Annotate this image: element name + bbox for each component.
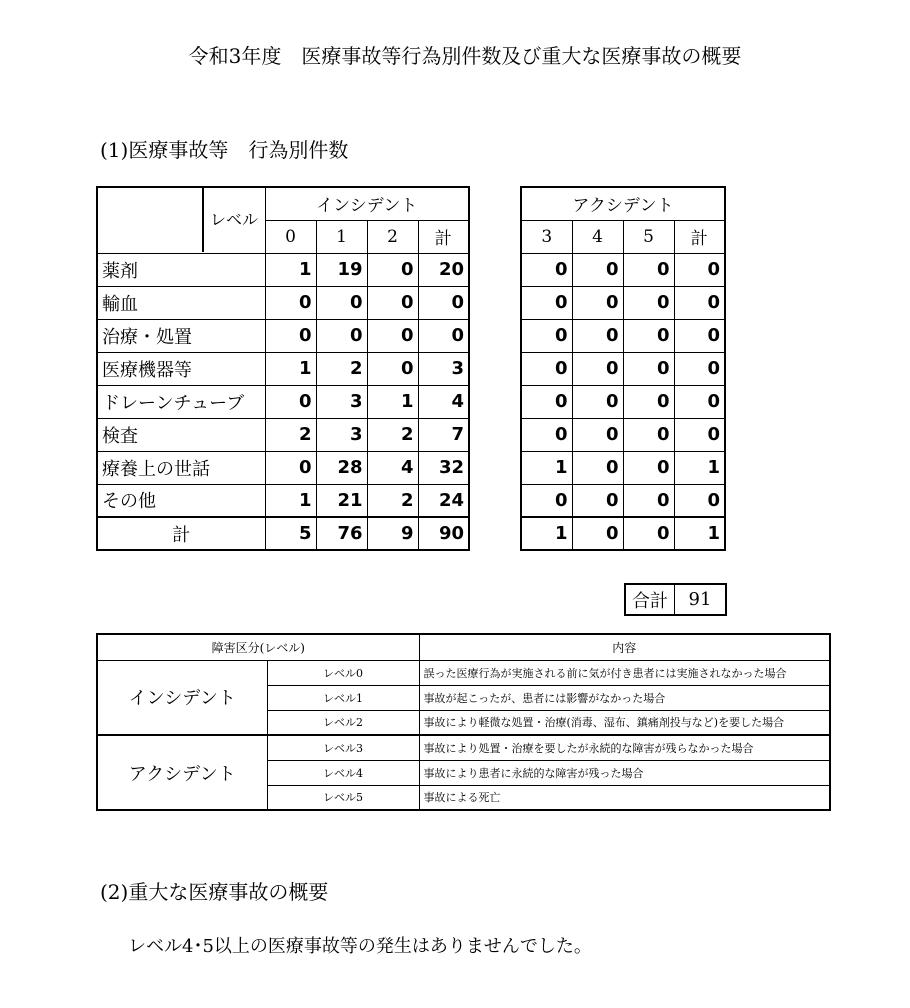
action-category-label: 検査 [97,418,265,451]
legend-header-level: 障害区分(レベル) [97,634,419,660]
incident-row [97,418,469,451]
incident-count: 0 [265,286,316,319]
accident-count: 0 [674,385,725,418]
incident-count: 0 [316,319,367,352]
grand-total-box [624,583,727,616]
incident-col-2: 2 [367,220,418,253]
accident-row [521,319,725,352]
accident-count: 0 [623,253,674,286]
incident-total-label: 計 [97,517,265,550]
section2-text: レベル4･5以上の医療事故等の発生はありませんでした。 [128,936,592,957]
incident-count: 24 [418,484,469,517]
incident-count: 2 [367,418,418,451]
accident-table [520,186,726,551]
incident-count: 19 [316,253,367,286]
grand-total-value: 91 [675,584,727,615]
accident-row [521,451,725,484]
action-category-label: その他 [97,484,265,517]
accident-count: 0 [572,286,623,319]
incident-count: 4 [418,385,469,418]
legend-description: 誤った医療行為が実施される前に気が付き患者には実施されなかった場合 [419,660,830,685]
action-category-label: ドレーンチューブ [97,385,265,418]
legend-group-incident: インシデント [97,660,267,735]
accident-count: 0 [623,484,674,517]
incident-row [97,319,469,352]
incident-count: 0 [265,451,316,484]
accident-count: 1 [521,451,572,484]
incident-row [97,484,469,517]
accident-col-3: 3 [521,220,572,253]
action-category-label: 輸血 [97,286,265,319]
accident-row [521,385,725,418]
accident-row [521,253,725,286]
incident-count: 0 [418,286,469,319]
incident-count: 0 [367,319,418,352]
incident-count: 0 [367,253,418,286]
incident-group-header: インシデント [265,187,469,220]
incident-table [96,186,470,551]
accident-count: 0 [572,352,623,385]
accident-row [521,418,725,451]
level-label: レベル [202,188,264,252]
accident-count: 0 [623,385,674,418]
incident-col-total: 計 [418,220,469,253]
level-header-cell [97,187,265,253]
incident-total-value: 5 [265,517,316,550]
legend-level: レベル2 [267,710,419,735]
accident-count: 0 [521,484,572,517]
accident-count: 0 [521,352,572,385]
legend-level: レベル3 [267,735,419,760]
accident-col-4: 4 [572,220,623,253]
accident-count: 0 [572,418,623,451]
incident-count: 1 [367,385,418,418]
legend-level: レベル0 [267,660,419,685]
incident-row [97,286,469,319]
accident-count: 0 [521,418,572,451]
incident-count: 2 [367,484,418,517]
legend-description: 事故により軽微な処置・治療(消毒、湿布、鎮痛剤投与など)を要した場合 [419,710,830,735]
incident-count: 0 [367,352,418,385]
accident-count: 0 [572,451,623,484]
accident-count: 0 [674,253,725,286]
incident-count: 2 [316,352,367,385]
accident-count: 0 [521,385,572,418]
action-category-label: 薬剤 [97,253,265,286]
incident-count: 0 [316,286,367,319]
incident-count: 28 [316,451,367,484]
incident-count: 3 [316,385,367,418]
incident-col-0: 0 [265,220,316,253]
page-title: 令和3年度 医療事故等行為別件数及び重大な医療事故の概要 [188,44,742,68]
incident-count: 0 [265,319,316,352]
action-category-label: 医療機器等 [97,352,265,385]
accident-count: 0 [572,253,623,286]
incident-total-value: 76 [316,517,367,550]
accident-count: 0 [674,286,725,319]
incident-count: 21 [316,484,367,517]
incident-count: 20 [418,253,469,286]
incident-total-value: 90 [418,517,469,550]
accident-row [521,286,725,319]
level-legend-table [96,633,831,811]
incident-count: 1 [265,253,316,286]
section2-heading: (2)重大な医療事故の概要 [100,880,329,904]
accident-count: 0 [674,352,725,385]
accident-col-total: 計 [674,220,725,253]
action-category-label: 治療・処置 [97,319,265,352]
legend-level: レベル1 [267,685,419,710]
section1-heading: (1)医療事故等 行為別件数 [100,138,349,162]
accident-col-5: 5 [623,220,674,253]
accident-count: 0 [572,385,623,418]
legend-level: レベル4 [267,760,419,785]
accident-count: 0 [623,319,674,352]
incident-row [97,385,469,418]
legend-description: 事故により処置・治療を要したが永続的な障害が残らなかった場合 [419,735,830,760]
accident-count: 0 [521,319,572,352]
incident-count: 1 [265,352,316,385]
incident-count: 0 [265,385,316,418]
incident-count: 3 [418,352,469,385]
accident-row [521,484,725,517]
accident-row [521,352,725,385]
accident-total-value: 1 [674,517,725,550]
incident-col-1: 1 [316,220,367,253]
legend-description: 事故による死亡 [419,785,830,810]
accident-total-value: 0 [623,517,674,550]
incident-count: 4 [367,451,418,484]
accident-count: 0 [623,418,674,451]
incident-row [97,352,469,385]
accident-count: 0 [623,352,674,385]
incident-count: 2 [265,418,316,451]
incident-row [97,253,469,286]
accident-count: 0 [521,253,572,286]
accident-count: 0 [674,319,725,352]
incident-total-value: 9 [367,517,418,550]
incident-row [97,451,469,484]
legend-header-content: 内容 [419,634,830,660]
grand-total-label: 合計 [625,584,675,615]
action-category-label: 療養上の世話 [97,451,265,484]
accident-count: 0 [572,319,623,352]
legend-level: レベル5 [267,785,419,810]
accident-total-value: 1 [521,517,572,550]
accident-group-header: アクシデント [521,187,725,220]
incident-count: 32 [418,451,469,484]
incident-count: 3 [316,418,367,451]
accident-count: 0 [674,418,725,451]
incident-count: 0 [418,319,469,352]
accident-count: 0 [623,451,674,484]
legend-description: 事故により患者に永続的な障害が残った場合 [419,760,830,785]
accident-count: 0 [572,484,623,517]
accident-count: 0 [521,286,572,319]
incident-count: 0 [367,286,418,319]
accident-count: 0 [623,286,674,319]
incident-count: 1 [265,484,316,517]
accident-count: 0 [674,484,725,517]
legend-description: 事故が起こったが、患者には影響がなかった場合 [419,685,830,710]
legend-group-accident: アクシデント [97,735,267,810]
incident-count: 7 [418,418,469,451]
accident-total-value: 0 [572,517,623,550]
accident-count: 1 [674,451,725,484]
